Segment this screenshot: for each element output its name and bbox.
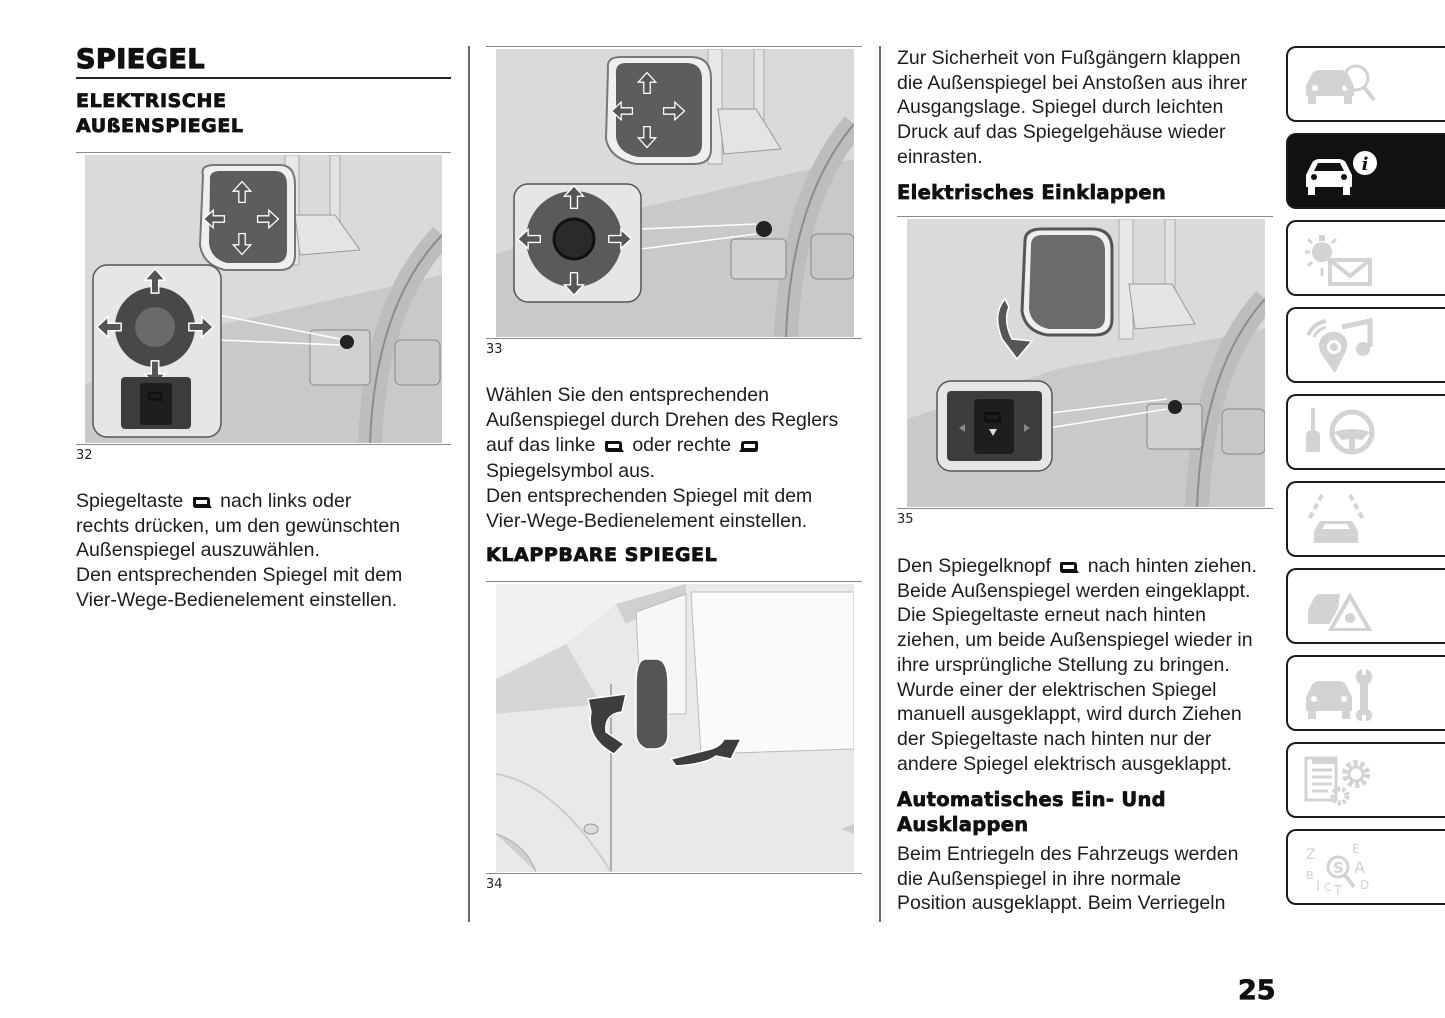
svg-text:I: I <box>1316 879 1321 895</box>
right-mirror-symbol-icon <box>739 440 759 453</box>
paragraph-text: Druck auf das Spiegelgehäuse wieder <box>897 121 1226 144</box>
paragraph-text: einrasten. <box>897 145 983 168</box>
section-heading-line1: ELEKTRISCHE <box>76 90 227 112</box>
paragraph-text: Außenspiegel durch Drehen des Reglers <box>486 408 839 431</box>
paragraph-text: ihre ursprüngliche Stellung zu bringen. <box>897 653 1230 676</box>
paragraph-text: oder rechte <box>626 434 737 457</box>
side-tab-getting-to-know[interactable] <box>1286 46 1445 122</box>
figure-34-illustration <box>496 584 854 872</box>
subsection-heading-automatisches-line2: Ausklappen <box>897 813 1029 836</box>
paragraph-text: Wählen Sie den entsprechenden <box>486 384 769 406</box>
column3-paragraph-3 <box>897 842 1282 916</box>
side-tab-multimedia[interactable] <box>1286 307 1445 383</box>
section-heading-line2: AUßENSPIEGEL <box>76 115 244 137</box>
side-tab-safety[interactable] <box>1286 481 1445 557</box>
column3-paragraph-1 <box>897 46 1277 170</box>
paragraph-text: Spiegelsymbol aus. <box>486 460 656 483</box>
side-tab-vehicle-info[interactable] <box>1286 133 1445 209</box>
paragraph-text: rechts drücken, um den gewünschten <box>76 514 401 537</box>
paragraph-text: Ausgangslage. Spiegel durch leichten <box>897 96 1224 119</box>
side-tab-emergency[interactable] <box>1286 568 1445 644</box>
paragraph-text: Spiegeltaste <box>76 490 189 512</box>
title-rule <box>76 77 451 79</box>
svg-text:Z: Z <box>1306 847 1316 863</box>
rotary-knob-illustration <box>496 49 854 337</box>
figure-32-number: 32 <box>76 448 93 463</box>
side-tab-warning-lights[interactable] <box>1286 220 1445 296</box>
paragraph-text: Den entsprechenden Spiegel mit dem <box>76 564 403 587</box>
page-title: SPIEGEL <box>76 44 206 75</box>
column2-paragraph-1 <box>486 383 871 534</box>
svg-text:C: C <box>1324 881 1332 894</box>
paragraph-text: Beim Entriegeln des Fahrzeugs werden <box>897 843 1239 865</box>
paragraph-text: die Außenspiegel in ihre normale <box>897 867 1182 890</box>
car-info-icon <box>1300 143 1380 201</box>
electric-fold-illustration <box>907 219 1265 507</box>
svg-text:T: T <box>1334 884 1342 897</box>
mirror-control-illustration <box>85 155 442 443</box>
figure-34-top-rule <box>486 581 862 582</box>
figure-33-number: 33 <box>486 342 503 357</box>
side-tab-maintenance[interactable] <box>1286 655 1445 731</box>
paragraph-text: Beide Außenspiegel werden eingeklappt. <box>897 579 1251 602</box>
lane-assist-car-icon <box>1300 491 1380 549</box>
svg-text:A: A <box>1354 858 1365 877</box>
figure-33-bottom-rule <box>486 338 862 339</box>
paragraph-text: Wurde einer der elektrischen Spiegel <box>897 678 1217 701</box>
figure-33-illustration <box>496 49 854 337</box>
side-tab-starting-driving[interactable] <box>1286 394 1445 470</box>
left-mirror-symbol-icon <box>604 440 624 453</box>
page-number: 25 <box>1238 975 1276 1006</box>
figure-32-bottom-rule <box>76 444 451 445</box>
paragraph-text: Zur Sicherheit von Fußgängern klappen <box>897 47 1241 69</box>
svg-text:D: D <box>1360 878 1370 892</box>
car-warning-triangle-icon <box>1300 578 1380 636</box>
paragraph-text: der Spiegeltaste nach hinten nur der <box>897 727 1212 750</box>
section-heading-klappbare: KLAPPBARE SPIEGEL <box>486 544 718 566</box>
figure-33-top-rule <box>486 46 862 47</box>
paragraph-text: manuell ausgeklappt, wird durch Ziehen <box>897 703 1242 726</box>
paragraph-text: nach links oder <box>214 490 352 512</box>
side-tab-index[interactable] <box>1286 829 1445 905</box>
paragraph-text: die Außenspiegel bei Anstoßen aus ihrer <box>897 71 1248 94</box>
figure-34-bottom-rule <box>486 873 862 874</box>
svg-text:B: B <box>1306 869 1314 882</box>
figure-32-top-rule <box>76 152 451 153</box>
list-gears-icon <box>1300 752 1380 810</box>
figure-32-illustration <box>85 155 442 443</box>
paragraph-text: Den Spiegelknopf <box>897 555 1057 577</box>
folding-mirror-illustration <box>496 584 854 872</box>
key-steering-wheel-icon <box>1300 404 1380 462</box>
svg-text:S: S <box>1333 859 1344 877</box>
paragraph-text: auf das linke <box>486 434 601 457</box>
paragraph-text: Den entsprechenden Spiegel mit dem <box>486 485 813 508</box>
left-mirror-symbol-icon <box>1059 561 1079 574</box>
paragraph-text: Außenspiegel auszuwählen. <box>76 539 320 562</box>
car-wrench-icon <box>1300 665 1380 723</box>
subsection-heading-elektrisches-einklappen: Elektrisches Einklappen <box>897 181 1167 204</box>
subsection-heading-automatisches-line1: Automatisches Ein- Und <box>897 788 1166 811</box>
paragraph-text: andere Spiegel elektrisch ausgeklappt. <box>897 752 1232 775</box>
left-mirror-symbol-icon <box>192 496 212 509</box>
media-location-icon <box>1300 317 1380 375</box>
alphabet-index-search-icon <box>1300 839 1380 897</box>
paragraph-text: nach hinten ziehen. <box>1082 555 1257 577</box>
figure-35-top-rule <box>897 216 1273 217</box>
column1-paragraph-1 <box>76 489 456 613</box>
figure-35-bottom-rule <box>897 508 1273 509</box>
figure-34-number: 34 <box>486 877 503 892</box>
column-divider-1 <box>468 46 470 922</box>
side-tab-technical-data[interactable] <box>1286 742 1445 818</box>
warning-light-envelope-icon <box>1300 230 1380 288</box>
paragraph-text: Position ausgeklappt. Beim Verriegeln <box>897 892 1226 915</box>
paragraph-text: Vier-Wege-Bedienelement einstellen. <box>486 509 808 532</box>
svg-text:E: E <box>1352 842 1360 856</box>
column-divider-2 <box>879 46 881 922</box>
column3-paragraph-2 <box>897 554 1282 776</box>
car-magnifier-icon <box>1300 56 1380 114</box>
figure-35-number: 35 <box>897 512 914 527</box>
paragraph-text: ziehen, um beide Außenspiegel wieder in <box>897 629 1253 652</box>
figure-35-illustration <box>907 219 1265 507</box>
paragraph-text: Vier-Wege-Bedienelement einstellen. <box>76 588 398 611</box>
svg-text:i: i <box>1361 154 1369 175</box>
paragraph-text: Die Spiegeltaste erneut nach hinten <box>897 604 1206 627</box>
